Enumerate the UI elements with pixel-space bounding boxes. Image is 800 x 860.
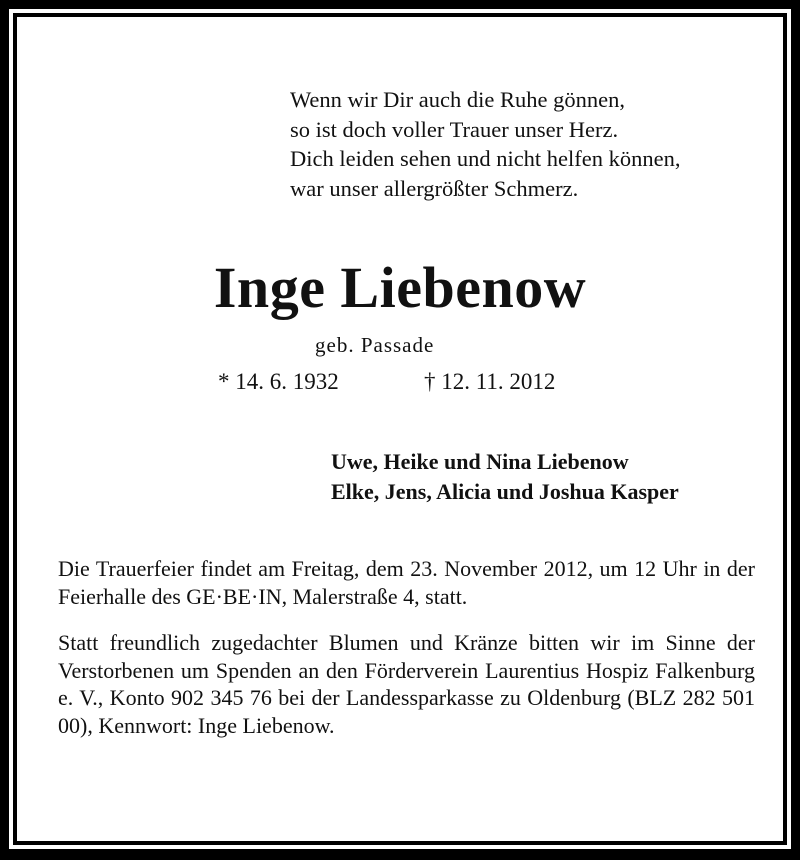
memorial-poem xyxy=(290,85,681,203)
poem-line: Wenn wir Dir auch die Ruhe gönnen, xyxy=(290,87,625,112)
birth-date: * 14. 6. 1932 xyxy=(218,369,339,394)
obituary-frame-inner xyxy=(13,13,787,845)
poem-line: Dich leiden sehen und nicht helfen können, xyxy=(290,146,681,171)
poem-line: war unser allergrößter Schmerz. xyxy=(290,175,579,201)
maiden-name: geb. Passade xyxy=(315,333,435,357)
deceased-name: Inge Liebenow xyxy=(213,255,587,320)
mourner-line: Elke, Jens, Alicia und Joshua Kasper xyxy=(331,479,679,504)
donation-info: Statt freundlich zugedachter Blumen und Kränze bitten wir im Sinne der Verstorbenen um Spenden an den Förderverein Laurentius Hospiz Falkenburg e. V., Konto 902 345 76 bei der Landessparkasse zu Oldenburg (BLZ 282 501 00), Kennwort: Inge Liebenow. xyxy=(58,630,755,738)
poem-line: so ist doch voller Trauer unser Herz. xyxy=(290,116,619,142)
obituary-frame-outer xyxy=(9,9,791,849)
mourners-list xyxy=(331,447,679,507)
mourner-line: Uwe, Heike und Nina Liebenow xyxy=(331,449,629,474)
death-date: † 12. 11. 2012 xyxy=(424,369,556,394)
funeral-info: Die Trauerfeier findet am Freitag, dem 23. November 2012, um 12 Uhr in der Feierhalle des GE·BE·IN, Malerstraße 4, statt. xyxy=(58,556,755,609)
